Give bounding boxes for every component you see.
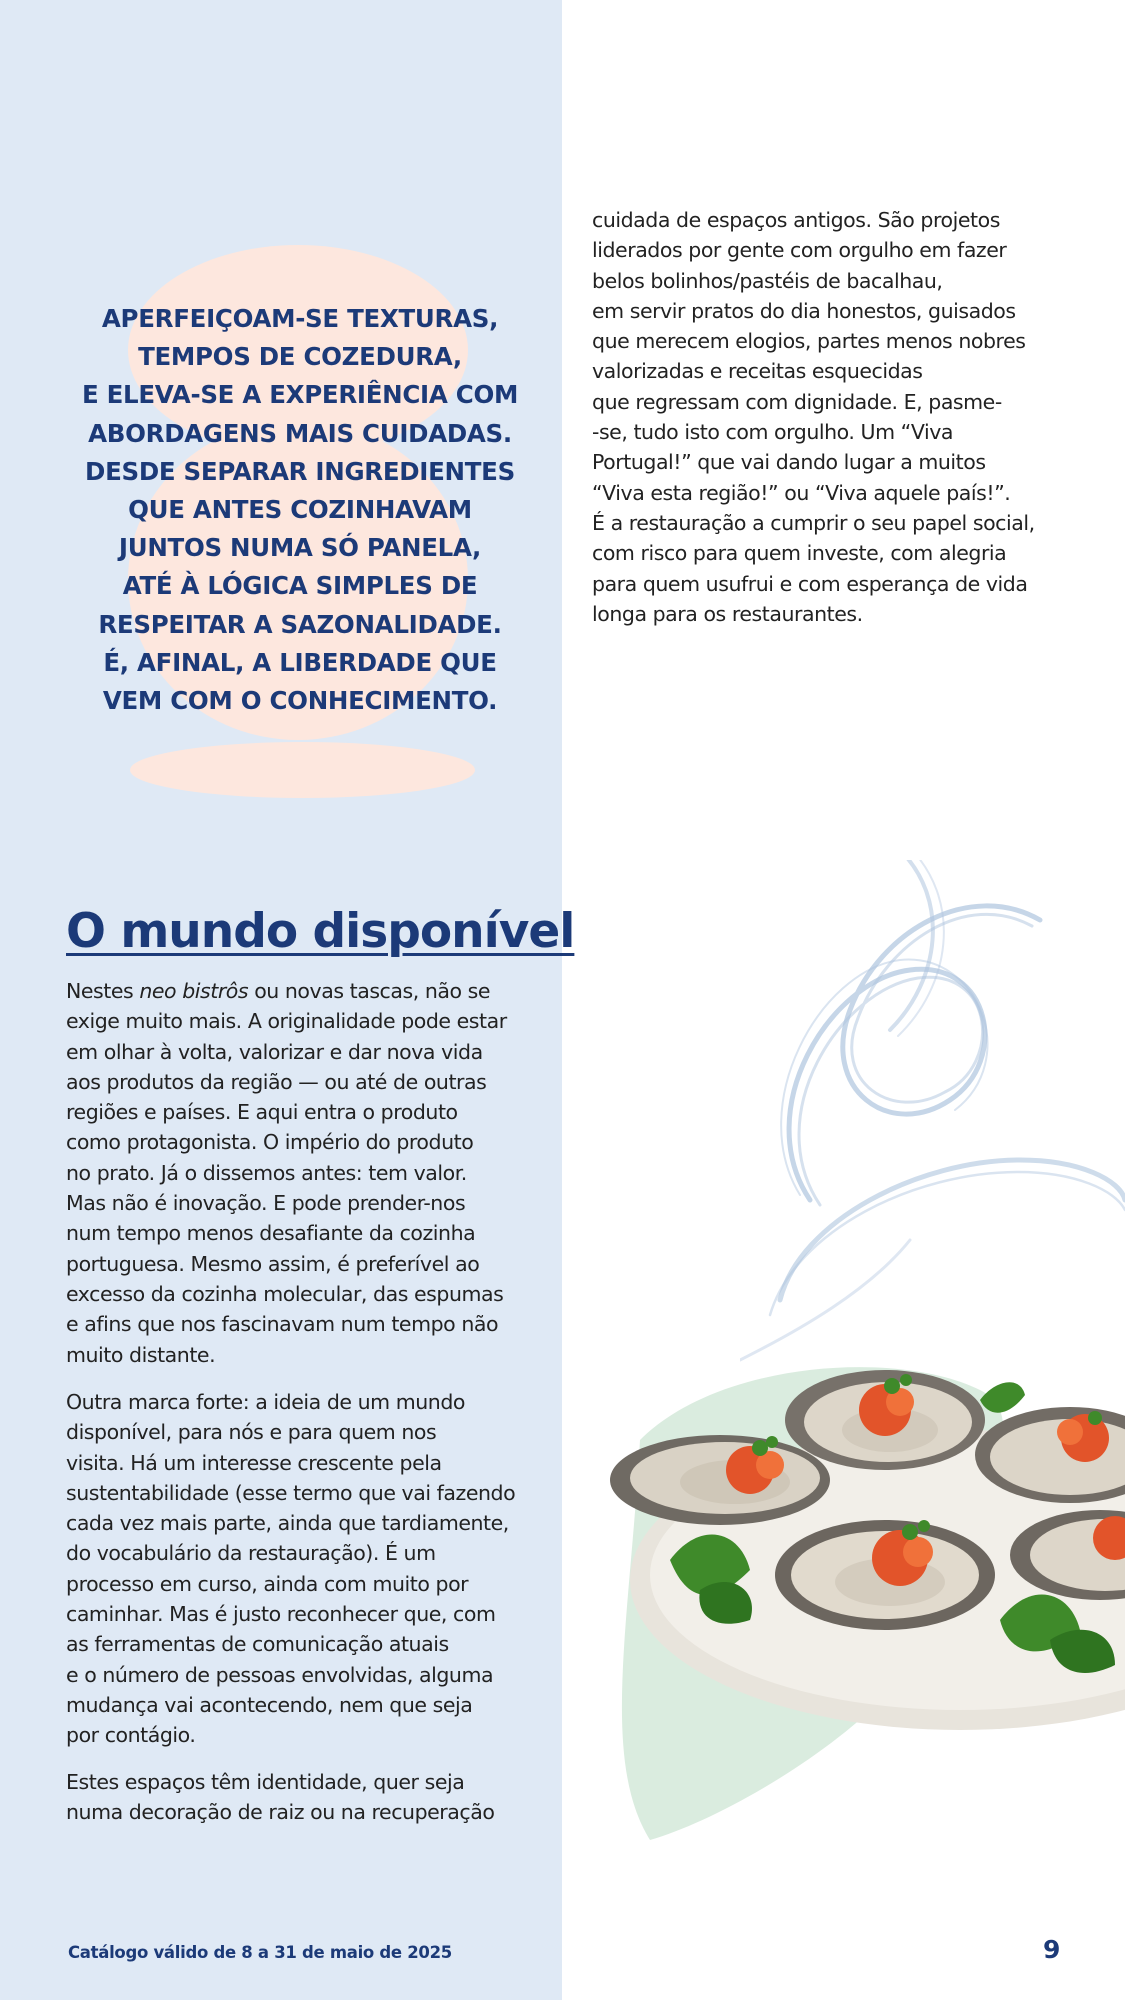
paragraph-1: Nestes neo bistrôs ou novas tascas, não se exige muito mais. A originalidade pode estar em olhar à volta, valorizar e dar nova vida aos produtos da região — ou até de outras regiões e países. E aqui entra o produto como protagonista. O império do produto no prato. Já o dissemos antes: tem valor. Mas não é inovação. E pode prender-nos num tempo menos desafiante da cozinha portuguesa. Mesmo assim, é preferível ao excesso da cozinha molecular, das espumas e afins que nos fascinavam num tempo não muito distante. <box>66 979 507 1367</box>
right-column-text: cuidada de espaços antigos. São projetos liderados por gente com orgulho em fazer belos bolinhos/pastéis de bacalhau, em servir pratos do dia honestos, guisados que merecem elogios, partes menos nobres valorizadas e receitas esquecidas que regressam com dignidade. E, pasme- -se, tudo isto com orgulho. Um “Viva Portugal!” que vai dando lugar a muitos “Viva esta região!” ou “Viva aquele país!”. É a restauração a cumprir o seu papel social, com risco para quem investe, com alegria para quem usufrui e com esperança de vida longa para os restaurantes. <box>592 208 1035 626</box>
paragraph-2: Outra marca forte: a ideia de um mundo disponível, para nós e para quem nos visita. Há um interesse crescente pela sustentabilidade (esse termo que vai fazendo cada vez mais parte, ainda que tardiamente, do vocabulário da restauração). É um processo em curso, ainda com muito por caminhar. Mas é justo reconhecer que, com as ferramentas de comunicação atuais e o número de pessoas envolvidas, alguma mudança vai acontecendo, nem que seja por contágio. <box>66 1390 516 1748</box>
oysters-platter-photo <box>600 1320 1125 1880</box>
pull-quote: APERFEIÇOAM-SE TEXTURAS, TEMPOS DE COZEDURA, E ELEVA-SE A EXPERIÊNCIA COM ABORDAGENS MAIS CUIDADAS. DESDE SEPARAR INGREDIENTES QUE ANTES COZINHAVAM JUNTOS NUMA SÓ PANELA, ATÉ À LÓGICA SIMPLES DE RESPEITAR A SAZONALIDADE. É, AFINAL, A LIBERDADE QUE VEM COM O CONHECIMENTO. <box>81 304 519 716</box>
quote-background-blob <box>130 742 475 798</box>
catalog-validity-note: Catálogo válido de 8 a 31 de maio de 2025 <box>68 1943 452 1962</box>
page-number: 9 <box>1043 1935 1061 1964</box>
paragraph-3: Estes espaços têm identidade, quer seja numa decoração de raiz ou na recuperação <box>66 1770 495 1825</box>
emphasis-text: neo bistrôs <box>139 979 249 1003</box>
section-title: O mundo disponível <box>66 904 575 959</box>
blue-swirl-decoration <box>740 860 1125 1380</box>
